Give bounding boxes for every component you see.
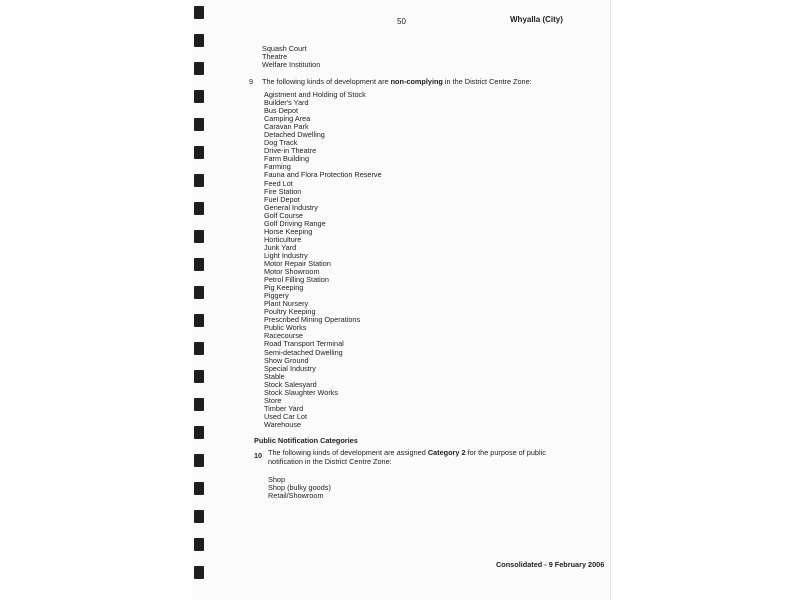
continued-list	[262, 45, 320, 69]
list-item: Shop	[268, 475, 286, 484]
list-item: Semi-detached Dwelling	[264, 347, 343, 357]
list-item: General Industry	[264, 202, 318, 212]
list-item: Public Works	[264, 323, 307, 333]
binding-hole	[194, 510, 204, 523]
binding-hole	[194, 230, 204, 243]
binding-hole	[194, 370, 204, 383]
section-heading: Public Notification Categories	[254, 436, 358, 445]
list-item: Light Industry	[264, 250, 308, 260]
non-complying-list	[264, 91, 382, 429]
list-item: Farming	[264, 162, 291, 172]
list-item: Stock Slaughter Works	[264, 387, 339, 397]
clause-9-bold: non-complying	[390, 77, 443, 86]
clause-10-number: 10	[254, 451, 263, 460]
list-item: Junk Yard	[264, 242, 297, 252]
list-item: Stable	[264, 371, 285, 381]
list-item: Racecourse	[264, 331, 303, 341]
list-item: Fuel Depot	[264, 194, 300, 204]
list-item: Agistment and Holding of Stock	[264, 90, 366, 99]
list-item: Timber Yard	[264, 403, 304, 413]
list-item: Piggery	[264, 291, 289, 301]
list-item: Stock Salesyard	[264, 379, 317, 389]
binding-hole	[194, 90, 204, 103]
clause-10-bold: Category 2	[427, 448, 466, 457]
binding-hole	[194, 482, 204, 495]
clause-9-number: 9	[249, 77, 254, 86]
list-item: Welfare Institution	[262, 60, 321, 70]
list-item: Motor Showroom	[264, 267, 320, 277]
binding-hole	[194, 6, 204, 19]
list-item: Squash Court	[262, 44, 307, 53]
binding-hole	[194, 538, 204, 551]
list-item: Poultry Keeping	[264, 307, 316, 317]
binding-hole	[194, 398, 204, 411]
binding-hole	[194, 146, 204, 159]
list-item: Retail/Showroom	[268, 491, 324, 501]
binding-hole	[194, 258, 204, 271]
clause-9-text: The following kinds of development are non-complying in the District Centre Zone:	[262, 77, 532, 86]
list-item: Farm Building	[264, 154, 310, 164]
list-item: Warehouse	[264, 419, 302, 429]
spiral-binding	[192, 0, 206, 600]
binding-hole	[194, 34, 204, 47]
list-item: Theatre	[262, 52, 288, 62]
list-item: Show Ground	[264, 355, 309, 365]
footer-date: Consolidated - 9 February 2006	[496, 560, 605, 569]
binding-hole	[194, 454, 204, 467]
list-item: Used Car Lot	[264, 411, 307, 421]
binding-hole	[194, 62, 204, 75]
list-item: Dog Track	[264, 138, 298, 148]
list-item: Shop (bulky goods)	[268, 483, 331, 493]
list-item: Motor Repair Station	[264, 258, 331, 268]
binding-hole	[194, 174, 204, 187]
category-2-list	[268, 476, 331, 500]
binding-hole	[194, 202, 204, 215]
list-item: Feed Lot	[264, 178, 293, 188]
list-item: Detached Dwelling	[264, 130, 325, 140]
list-item: Caravan Park	[264, 122, 309, 132]
list-item: Horse Keeping	[264, 226, 313, 236]
binding-hole	[194, 566, 204, 579]
header-title: Whyalla (City)	[510, 15, 563, 24]
list-item: Camping Area	[264, 114, 311, 124]
list-item: Drive-in Theatre	[264, 146, 317, 156]
page-number: 50	[397, 17, 406, 26]
list-item: Road Transport Terminal	[264, 339, 344, 349]
document-page	[192, 0, 611, 600]
list-item: Builder's Yard	[264, 98, 309, 108]
clause-10-text: The following kinds of development are assigned Category 2 for the purpose of public notification in the District Centre Zone:	[268, 448, 546, 466]
list-item: Horticulture	[264, 234, 302, 244]
binding-hole	[194, 118, 204, 131]
list-item: Fauna and Flora Protection Reserve	[264, 170, 382, 180]
binding-hole	[194, 342, 204, 355]
list-item: Plant Nursery	[264, 299, 309, 309]
list-item: Prescribed Mining Operations	[264, 315, 361, 325]
list-item: Store	[264, 395, 282, 405]
binding-hole	[194, 286, 204, 299]
list-item: Fire Station	[264, 186, 302, 196]
list-item: Petrol Filling Station	[264, 275, 329, 285]
binding-hole	[194, 314, 204, 327]
list-item: Golf Course	[264, 210, 303, 220]
list-item: Pig Keeping	[264, 283, 304, 293]
list-item: Golf Driving Range	[264, 218, 326, 228]
list-item: Special Industry	[264, 363, 316, 373]
list-item: Bus Depot	[264, 106, 299, 116]
binding-hole	[194, 426, 204, 439]
